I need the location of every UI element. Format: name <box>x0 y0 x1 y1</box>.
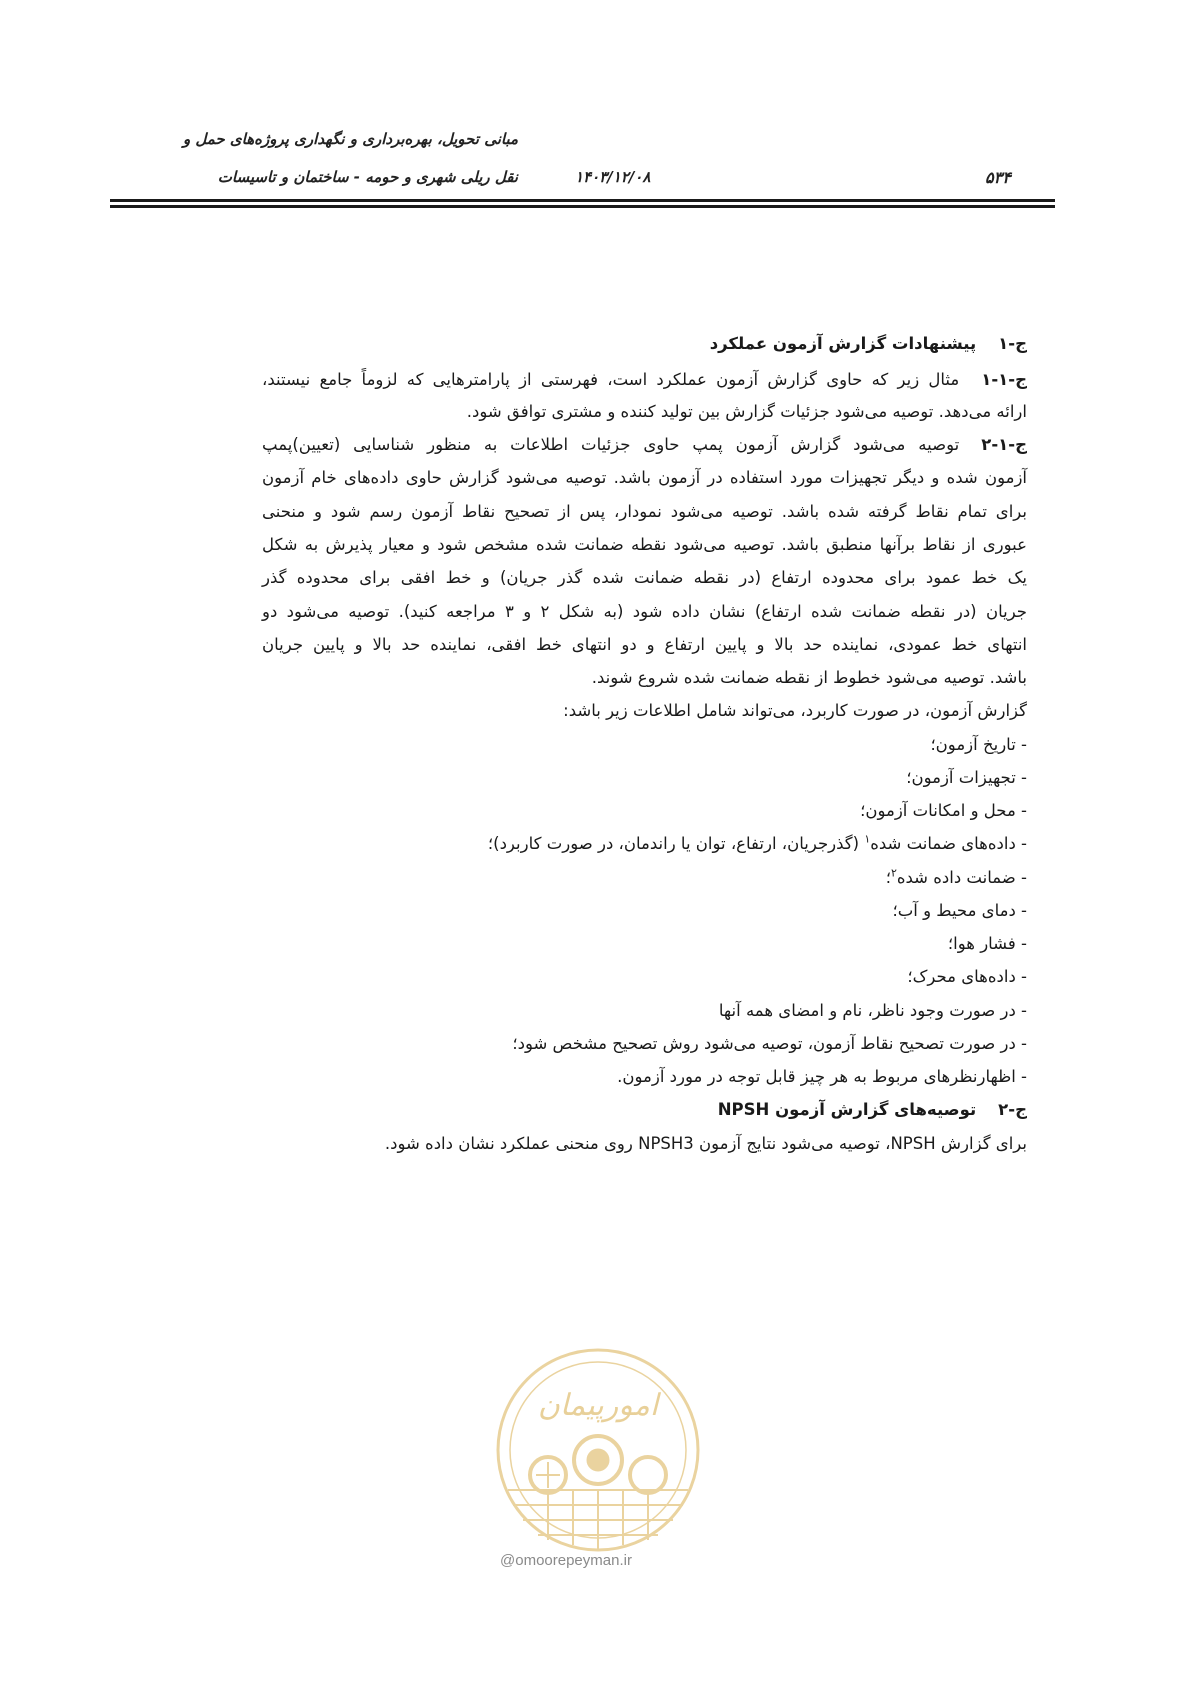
footnote-marker: ۲ <box>890 866 897 880</box>
paragraph-1-2-line: عبوری از نقاط برآنها منطبق باشد. توصیه می‌شود نقطه ضمانت شده مشخص شود و معیار پذیرش به شکل <box>262 535 1027 554</box>
section-number: ج-۲ <box>998 1100 1027 1119</box>
header-rule-bottom <box>110 205 1055 208</box>
paragraph-1-2-line: برای تمام نقاط گرفته شده باشد. توصیه می‌شود نمودار، پس از تصحیح نقاط آزمون رسم شود و منحنی <box>262 502 1027 521</box>
header-rule-top <box>110 199 1055 202</box>
list-item: - اظهارنظرهای مربوط به هر چیز قابل توجه در مورد آزمون. <box>617 1067 1027 1086</box>
list-item: - در صورت تصحیح نقاط آزمون، توصیه می‌شود روش تصحیح مشخص شود؛ <box>512 1034 1027 1053</box>
paragraph-1-2-line: باشد. توصیه می‌شود خطوط از نقطه ضمانت شده شروع شوند. <box>591 668 1027 687</box>
section-title: پیشنهادات گزارش آزمون عملکرد <box>709 334 977 353</box>
list-item: - دمای محیط و آب؛ <box>892 901 1027 920</box>
paragraph-1-2-line: آزمون شده و دیگر تجهیزات مورد استفاده در آزمون باشد. توصیه می‌شود گزارش حاوی داده‌های خام آزمون <box>262 468 1027 487</box>
header-title-line1: مبانی تحویل، بهره‌برداری و نگهداری پروژه‌های حمل و <box>182 130 518 148</box>
list-item: - داده‌های محرک؛ <box>907 967 1027 986</box>
paragraph-number: ج-۱-۱ <box>981 370 1027 389</box>
paragraph-1-2-line: ج-۱-۲توصیه می‌شود گزارش آزمون پمپ حاوی جزئیات اطلاعات به منظور شناسایی (تعیین)پمپ <box>262 433 1027 457</box>
list-item: - داده‌های ضمانت شده$^۱$ (گذرجریان، ارتفاع، توان یا راندمان، در صورت کاربرد)؛ <box>487 832 1027 853</box>
list-item: - تاریخ آزمون؛ <box>930 735 1027 754</box>
section-heading-2 <box>718 1098 1027 1122</box>
header-date: ۱۴۰۳/۱۲/۰۸ <box>575 168 651 186</box>
footnote-marker: ۱ <box>864 832 871 846</box>
report-intro: گزارش آزمون، در صورت کاربرد، می‌تواند شامل اطلاعات زیر باشد: <box>563 701 1027 720</box>
list-item: - در صورت وجود ناظر، نام و امضای همه آنها <box>718 1001 1027 1020</box>
paragraph-1-2-line: انتهای خط عمودی، نماینده حد بالا و پایین ارتفاع و دو انتهای خط افقی، نماینده حد بالا و پایین جریان <box>262 635 1027 654</box>
section-2-text: برای گزارش NPSH، توصیه می‌شود نتایج آزمون NPSH3 روی منحنی عملکرد نشان داده شود. <box>384 1134 1027 1153</box>
header-title-line2: نقل ریلی شهری و حومه - ساختمان و تاسیسات <box>217 168 518 186</box>
paragraph-1-2-line: جریان (در نقطه ضمانت شده ارتفاع) نشان داده شود (به شکل ۲ و ۳ مراجعه کنید). توصیه می‌شود دو <box>262 602 1028 621</box>
list-item: - فشار هوا؛ <box>947 934 1027 953</box>
section-title: توصیه‌های گزارش آزمون NPSH <box>717 1100 977 1119</box>
paragraph-number: ج-۱-۲ <box>981 435 1027 454</box>
watermark-url: @omoorepeyman.ir <box>500 1552 632 1569</box>
paragraph-1-2-line: یک خط عمود برای محدوده ارتفاع (در نقطه ضمانت شده گذر جریان) و خط افقی برای محدوده گذر <box>262 568 1027 587</box>
watermark-logo <box>488 1340 708 1560</box>
paragraph-1-1-line: ارائه می‌دهد. توصیه می‌شود جزئیات گزارش بین تولید کننده و مشتری توافق شود. <box>466 402 1027 421</box>
list-item: - تجهیزات آزمون؛ <box>906 768 1027 787</box>
paragraph-1-1-line: ج-۱-۱مثال زیر که حاوی گزارش آزمون عملکرد است، فهرستی از پارامترهایی که لزوماً جامع نیستند، <box>262 368 1027 392</box>
page-number: ۵۳۴ <box>985 168 1011 187</box>
section-number: ج-۱ <box>998 334 1027 353</box>
list-item: - ضمانت داده شده$^۲$؛ <box>885 866 1027 887</box>
section-heading-1 <box>710 332 1027 356</box>
list-item: - محل و امکانات آزمون؛ <box>860 801 1027 820</box>
watermark-logo-text: امورپیمان <box>537 1388 659 1423</box>
